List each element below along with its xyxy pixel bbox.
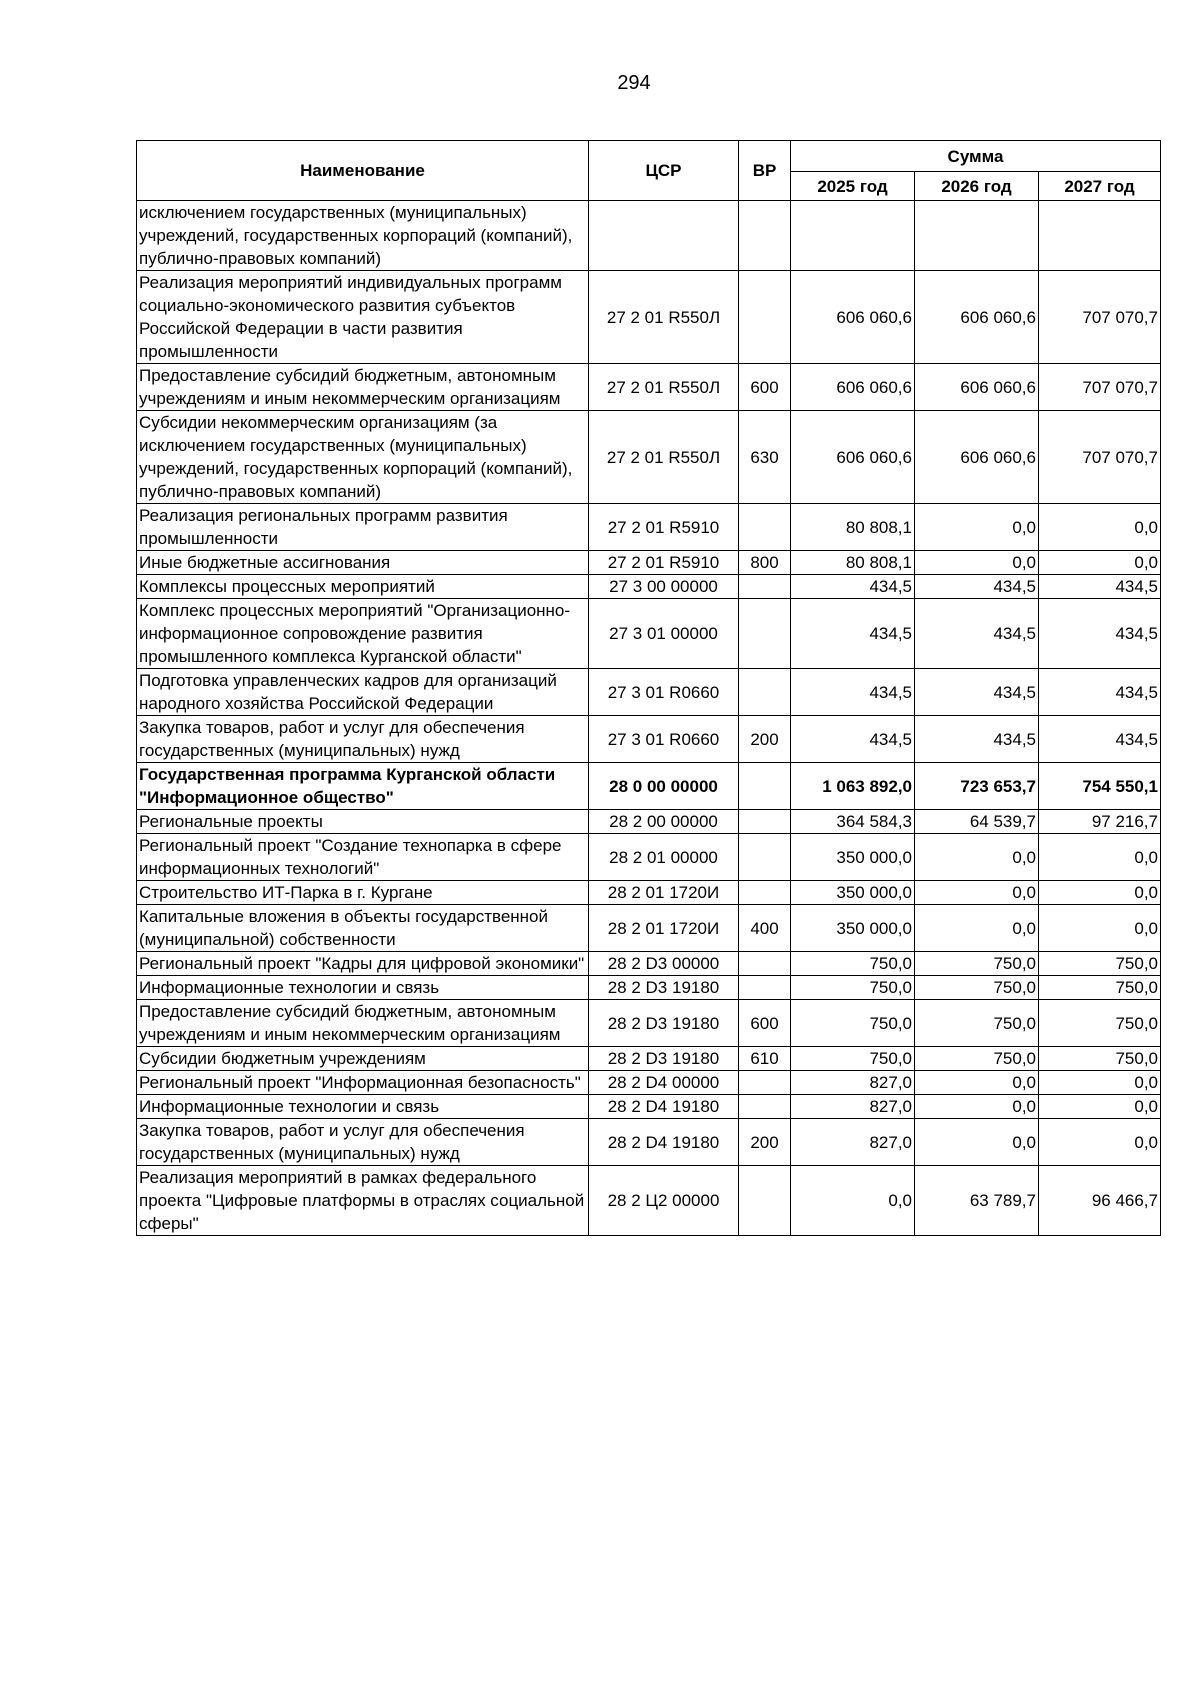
table-row — [137, 1095, 1161, 1119]
cell-2025 — [791, 201, 915, 271]
cell-csr: 28 2 01 1720И — [589, 881, 739, 905]
cell-name: Субсидии некоммерческим организациям (за исключением государственных (муниципальных) учреждений, государственных корпораций (компаний), публично-правовых компаний) — [137, 411, 589, 504]
cell-csr: 27 2 01 R550Л — [589, 411, 739, 504]
cell-2025: 350 000,0 — [791, 905, 915, 952]
cell-2025: 606 060,6 — [791, 364, 915, 411]
cell-2026: 0,0 — [915, 551, 1039, 575]
cell-csr: 28 2 D3 19180 — [589, 976, 739, 1000]
cell-2025: 434,5 — [791, 575, 915, 599]
cell-csr: 28 2 D4 19180 — [589, 1119, 739, 1166]
cell-2027: 750,0 — [1039, 1047, 1161, 1071]
cell-csr: 27 3 01 R0660 — [589, 716, 739, 763]
header-2027: 2027 год — [1039, 172, 1161, 201]
cell-vr — [739, 599, 791, 669]
cell-2027: 97 216,7 — [1039, 810, 1161, 834]
cell-2027: 0,0 — [1039, 1071, 1161, 1095]
cell-2026: 0,0 — [915, 1095, 1039, 1119]
cell-2025: 750,0 — [791, 976, 915, 1000]
table-row — [137, 1047, 1161, 1071]
table-row — [137, 575, 1161, 599]
cell-2027: 750,0 — [1039, 1000, 1161, 1047]
table-row — [137, 599, 1161, 669]
cell-name: Реализация мероприятий в рамках федерального проекта "Цифровые платформы в отраслях социальной сферы" — [137, 1166, 589, 1236]
cell-2025: 80 808,1 — [791, 551, 915, 575]
cell-2027: 707 070,7 — [1039, 364, 1161, 411]
cell-csr: 28 2 Ц2 00000 — [589, 1166, 739, 1236]
cell-2025: 434,5 — [791, 669, 915, 716]
cell-name: Предоставление субсидий бюджетным, автономным учреждениям и иным некоммерческим организациям — [137, 1000, 589, 1047]
cell-vr: 400 — [739, 905, 791, 952]
cell-2027: 0,0 — [1039, 551, 1161, 575]
cell-csr: 27 2 01 R550Л — [589, 271, 739, 364]
cell-csr: 27 3 01 00000 — [589, 599, 739, 669]
cell-csr: 27 3 01 R0660 — [589, 669, 739, 716]
cell-2026: 750,0 — [915, 1047, 1039, 1071]
cell-2025: 1 063 892,0 — [791, 763, 915, 810]
cell-name: Информационные технологии и связь — [137, 976, 589, 1000]
cell-2026: 434,5 — [915, 599, 1039, 669]
cell-name: Иные бюджетные ассигнования — [137, 551, 589, 575]
table-row — [137, 1000, 1161, 1047]
cell-2026: 606 060,6 — [915, 271, 1039, 364]
cell-name: Подготовка управленческих кадров для организаций народного хозяйства Российской Федерации — [137, 669, 589, 716]
cell-csr: 28 2 D3 19180 — [589, 1047, 739, 1071]
cell-vr — [739, 201, 791, 271]
cell-2027: 434,5 — [1039, 575, 1161, 599]
header-csr: ЦСР — [589, 141, 739, 201]
cell-2026: 723 653,7 — [915, 763, 1039, 810]
cell-name: Строительство ИТ-Парка в г. Кургане — [137, 881, 589, 905]
page-number: 294 — [617, 72, 651, 94]
cell-2027: 0,0 — [1039, 881, 1161, 905]
table-row — [137, 1071, 1161, 1095]
cell-name: исключением государственных (муниципальных) учреждений, государственных корпораций (компаний), публично-правовых компаний) — [137, 201, 589, 271]
table-row — [137, 364, 1161, 411]
cell-vr — [739, 810, 791, 834]
cell-csr: 27 2 01 R5910 — [589, 551, 739, 575]
cell-vr: 610 — [739, 1047, 791, 1071]
cell-csr: 28 2 01 1720И — [589, 905, 739, 952]
cell-2026: 0,0 — [915, 905, 1039, 952]
cell-csr: 28 2 00 00000 — [589, 810, 739, 834]
cell-2027: 434,5 — [1039, 716, 1161, 763]
cell-2027: 0,0 — [1039, 1119, 1161, 1166]
cell-vr: 800 — [739, 551, 791, 575]
cell-2026 — [915, 201, 1039, 271]
cell-vr — [739, 271, 791, 364]
cell-vr: 630 — [739, 411, 791, 504]
table-row — [137, 881, 1161, 905]
cell-name: Государственная программа Курганской области "Информационное общество" — [137, 763, 589, 810]
cell-name: Региональный проект "Кадры для цифровой экономики" — [137, 952, 589, 976]
cell-2027: 0,0 — [1039, 834, 1161, 881]
cell-csr: 28 2 D4 00000 — [589, 1071, 739, 1095]
cell-vr — [739, 952, 791, 976]
table-row — [137, 763, 1161, 810]
cell-name: Капитальные вложения в объекты государственной (муниципальной) собственности — [137, 905, 589, 952]
cell-name: Субсидии бюджетным учреждениям — [137, 1047, 589, 1071]
cell-2026: 750,0 — [915, 976, 1039, 1000]
header-2026: 2026 год — [915, 172, 1039, 201]
cell-csr: 28 2 D3 00000 — [589, 952, 739, 976]
cell-2027: 0,0 — [1039, 905, 1161, 952]
cell-name: Закупка товаров, работ и услуг для обеспечения государственных (муниципальных) нужд — [137, 716, 589, 763]
table-row — [137, 952, 1161, 976]
cell-2027: 434,5 — [1039, 669, 1161, 716]
cell-2027: 707 070,7 — [1039, 271, 1161, 364]
cell-name: Реализация региональных программ развития промышленности — [137, 504, 589, 551]
cell-2027: 0,0 — [1039, 1095, 1161, 1119]
table-row — [137, 976, 1161, 1000]
cell-vr: 600 — [739, 1000, 791, 1047]
table-body — [137, 201, 1161, 1236]
cell-2027: 750,0 — [1039, 976, 1161, 1000]
cell-vr — [739, 575, 791, 599]
cell-vr — [739, 834, 791, 881]
cell-2026: 750,0 — [915, 1000, 1039, 1047]
header-name: Наименование — [137, 141, 589, 201]
cell-2025: 750,0 — [791, 952, 915, 976]
cell-2026: 434,5 — [915, 669, 1039, 716]
cell-vr — [739, 881, 791, 905]
cell-name: Закупка товаров, работ и услуг для обеспечения государственных (муниципальных) нужд — [137, 1119, 589, 1166]
cell-vr — [739, 1071, 791, 1095]
cell-2026: 606 060,6 — [915, 364, 1039, 411]
cell-2026: 434,5 — [915, 716, 1039, 763]
cell-vr — [739, 1095, 791, 1119]
cell-2027 — [1039, 201, 1161, 271]
cell-2027: 434,5 — [1039, 599, 1161, 669]
cell-name: Предоставление субсидий бюджетным, автономным учреждениям и иным некоммерческим организациям — [137, 364, 589, 411]
cell-vr: 200 — [739, 716, 791, 763]
cell-name: Региональный проект "Создание технопарка в сфере информационных технологий" — [137, 834, 589, 881]
table-header — [137, 141, 1161, 201]
cell-csr: 27 2 01 R550Л — [589, 364, 739, 411]
cell-2025: 606 060,6 — [791, 411, 915, 504]
cell-csr: 27 3 00 00000 — [589, 575, 739, 599]
cell-vr: 200 — [739, 1119, 791, 1166]
table-row — [137, 411, 1161, 504]
cell-2025: 80 808,1 — [791, 504, 915, 551]
header-vr: ВР — [739, 141, 791, 201]
cell-2027: 96 466,7 — [1039, 1166, 1161, 1236]
cell-name: Реализация мероприятий индивидуальных программ социально-экономического развития субъектов Российской Федерации в части развития промышленности — [137, 271, 589, 364]
cell-name: Комплексы процессных мероприятий — [137, 575, 589, 599]
budget-table — [136, 140, 1161, 1236]
cell-vr — [739, 669, 791, 716]
header-2025: 2025 год — [791, 172, 915, 201]
cell-2025: 364 584,3 — [791, 810, 915, 834]
cell-2026: 63 789,7 — [915, 1166, 1039, 1236]
cell-2025: 606 060,6 — [791, 271, 915, 364]
cell-2025: 827,0 — [791, 1095, 915, 1119]
cell-csr — [589, 201, 739, 271]
cell-vr — [739, 504, 791, 551]
cell-2025: 434,5 — [791, 599, 915, 669]
cell-2025: 350 000,0 — [791, 881, 915, 905]
table-row — [137, 716, 1161, 763]
cell-2026: 0,0 — [915, 1119, 1039, 1166]
cell-2025: 434,5 — [791, 716, 915, 763]
cell-2027: 0,0 — [1039, 504, 1161, 551]
cell-csr: 28 2 D3 19180 — [589, 1000, 739, 1047]
table-row — [137, 810, 1161, 834]
cell-name: Региональный проект "Информационная безопасность" — [137, 1071, 589, 1095]
cell-2025: 750,0 — [791, 1000, 915, 1047]
cell-csr: 27 2 01 R5910 — [589, 504, 739, 551]
table-row — [137, 905, 1161, 952]
cell-2025: 827,0 — [791, 1119, 915, 1166]
table-row — [137, 504, 1161, 551]
cell-name: Информационные технологии и связь — [137, 1095, 589, 1119]
cell-vr — [739, 1166, 791, 1236]
cell-vr — [739, 763, 791, 810]
cell-2026: 0,0 — [915, 881, 1039, 905]
cell-2026: 0,0 — [915, 1071, 1039, 1095]
table-row — [137, 201, 1161, 271]
cell-2026: 606 060,6 — [915, 411, 1039, 504]
cell-name: Региональные проекты — [137, 810, 589, 834]
cell-csr: 28 2 D4 19180 — [589, 1095, 739, 1119]
cell-2025: 827,0 — [791, 1071, 915, 1095]
cell-2026: 750,0 — [915, 952, 1039, 976]
cell-2026: 0,0 — [915, 504, 1039, 551]
cell-2025: 0,0 — [791, 1166, 915, 1236]
table-row — [137, 669, 1161, 716]
cell-2027: 750,0 — [1039, 952, 1161, 976]
table-row — [137, 834, 1161, 881]
cell-2027: 754 550,1 — [1039, 763, 1161, 810]
cell-2026: 64 539,7 — [915, 810, 1039, 834]
cell-vr — [739, 976, 791, 1000]
table-row — [137, 1166, 1161, 1236]
cell-2025: 350 000,0 — [791, 834, 915, 881]
header-sum: Сумма — [791, 141, 1161, 172]
cell-csr: 28 0 00 00000 — [589, 763, 739, 810]
cell-2026: 0,0 — [915, 834, 1039, 881]
table-row — [137, 551, 1161, 575]
cell-2027: 707 070,7 — [1039, 411, 1161, 504]
table-row — [137, 1119, 1161, 1166]
cell-csr: 28 2 01 00000 — [589, 834, 739, 881]
cell-2025: 750,0 — [791, 1047, 915, 1071]
cell-vr: 600 — [739, 364, 791, 411]
cell-name: Комплекс процессных мероприятий "Организационно-информационное сопровождение развития промышленного комплекса Курганской области" — [137, 599, 589, 669]
cell-2026: 434,5 — [915, 575, 1039, 599]
table-row — [137, 271, 1161, 364]
